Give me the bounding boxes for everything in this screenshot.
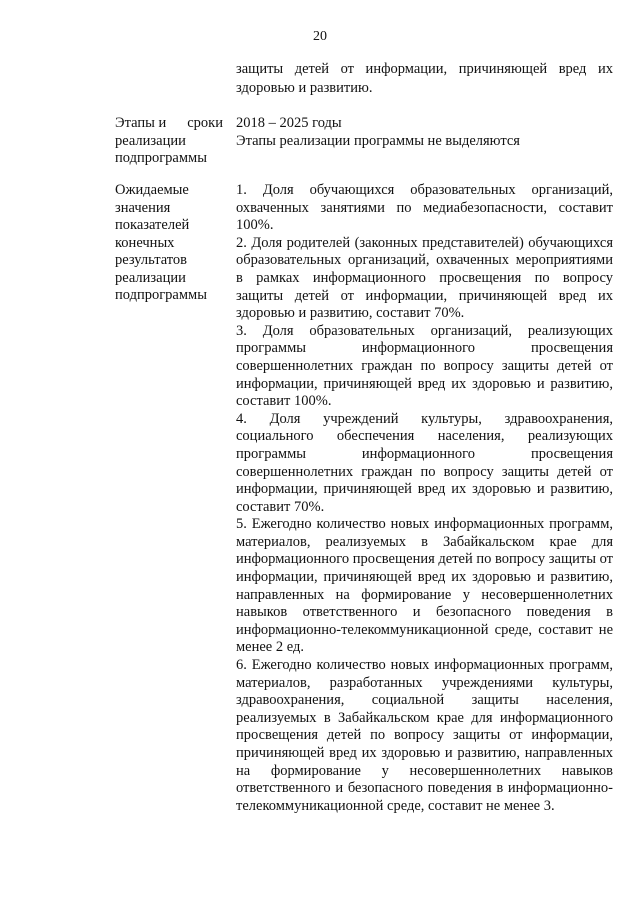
stages-label-word-2: сроки — [187, 115, 223, 131]
results-label: Ожидаемые значения показателей конечных результатов реализации подпрограммы — [115, 182, 207, 303]
result-item-5: 5. Ежегодно количество новых информационных программ, материалов, реализуемых в Забайкальском крае для информационного просвещения детей по вопросу защиты от информации, причиняющей вред их здоровью и развитию, направленных на формирование у несовершеннолетних навыков ответственного и безопасного поведения в информационно-телекоммуникационной среде, составит не менее 2 ед. — [236, 516, 613, 656]
stages-label — [115, 115, 223, 168]
result-item-1: 1. Доля обучающихся образовательных организаций, охваченных занятиями по медиабезопасности, составит 100%. — [236, 182, 613, 234]
stages-label-word-1: Этапы и — [115, 115, 167, 131]
result-item-2: 2. Доля родителей (законных представителей) обучающихся образовательных организаций, охваченных мероприятиями в рамках информационного просвещения по вопросу защиты детей от информации, причиняющей вред их здоровью и развитию, составит 70%. — [236, 234, 613, 322]
result-item-3: 3. Доля образовательных организаций, реализующих программы информационного просвещения совершеннолетних граждан по вопросу защиты детей от информации, причиняющей вред их здоровью и развитию, составит 100%. — [236, 322, 613, 410]
page-number: 20 — [313, 29, 327, 44]
continuation-text: защиты детей от информации, причиняющей вред их здоровью и развитию. — [236, 61, 613, 96]
results-list — [236, 182, 613, 815]
stages-label-rest: реализации подпрограммы — [115, 132, 207, 166]
result-item-4: 4. Доля учреждений культуры, здравоохранения, социального обеспечения населения, реализующих программы информационного просвещения совершеннолетних граждан по вопросу защиты детей от информации, причиняющей вред их здоровью и развитию, составит 70%. — [236, 410, 613, 515]
stages-years: 2018 – 2025 годы — [236, 115, 342, 131]
stages-label-first-line — [115, 115, 223, 133]
result-item-6: 6. Ежегодно количество новых информационных программ, материалов, разработанных учреждениями культуры, здравоохранения, социальной защиты населения, реализуемых в Забайкальском крае для информационного просвещения детей по вопросу защиты от информации, причиняющей вред их здоровью и развитию, направленных на формирование у несовершеннолетних навыков ответственного и безопасного поведения в информационно-телекоммуникационной среде, составит не менее 3. — [236, 657, 613, 814]
stages-note: Этапы реализации программы не выделяются — [236, 132, 520, 149]
stages-value — [236, 115, 613, 150]
